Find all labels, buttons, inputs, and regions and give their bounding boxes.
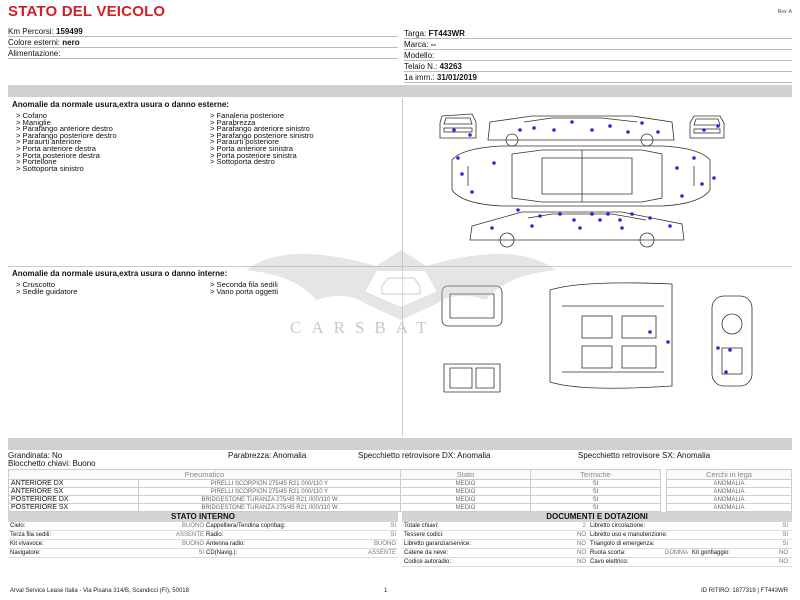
tyre-model: PIRELLI SCORPION 275/45 R21 000/110 Y bbox=[139, 480, 401, 488]
documenti-label: Libretto circolazione: bbox=[590, 523, 646, 529]
targa-value: FT443WR bbox=[428, 29, 465, 38]
documenti-label: Libretto uso e manutenzione: bbox=[590, 532, 668, 538]
specchietto-dx-text: Specchietto retrovisore DX: Anomalia bbox=[358, 451, 491, 460]
exterior-item: > Cofano bbox=[16, 111, 48, 120]
tyre-termiche: SI bbox=[531, 488, 661, 496]
table-row bbox=[8, 549, 398, 558]
stato-interno-value: BUONO bbox=[181, 541, 204, 547]
immatricolazione-row bbox=[404, 72, 792, 83]
stato-interno-value: BUONO bbox=[373, 541, 396, 547]
revision-label: Rev. A bbox=[777, 9, 792, 15]
documenti-label: Ruota scorta: bbox=[590, 550, 626, 556]
alimentazione-label: Alimentazione: bbox=[8, 49, 61, 58]
documenti-value: NO bbox=[577, 532, 586, 538]
immatricolazione-label: 1a imm.: bbox=[404, 73, 435, 82]
tyre-position: ANTERIORE DX bbox=[9, 480, 139, 488]
targa-label: Targa: bbox=[404, 29, 427, 38]
exterior-item: > Maniglie bbox=[16, 117, 51, 127]
exterior-item: > Porta anteriore sinistra bbox=[210, 143, 293, 153]
documenti-value: NO bbox=[577, 541, 586, 547]
exterior-item: > Portellone bbox=[16, 157, 57, 167]
exterior-item: > Paraurti anteriore bbox=[16, 137, 82, 147]
stato-interno-value: ASSENTE bbox=[175, 532, 204, 538]
stato-interno-value: SI bbox=[198, 550, 204, 556]
interior-list-1 bbox=[16, 282, 77, 295]
documenti-value: SI bbox=[782, 532, 788, 538]
table-row bbox=[9, 488, 792, 496]
documenti-label: Kit gonfiaggio: bbox=[692, 550, 731, 556]
documenti-value: SI bbox=[782, 523, 788, 529]
stato-header: Stato bbox=[401, 470, 531, 480]
tyres-table bbox=[8, 469, 792, 512]
page-number: 1 bbox=[384, 588, 388, 594]
tyre-position: ANTERIORE SX bbox=[9, 488, 139, 496]
km-value: 159499 bbox=[56, 27, 83, 36]
stato-interno-label: Navigatore: bbox=[10, 550, 41, 556]
documenti-label: Codice autoradio: bbox=[404, 559, 452, 565]
exterior-list-2 bbox=[210, 113, 314, 166]
stato-interno-value: BUONO bbox=[181, 523, 204, 529]
documenti-value: NO bbox=[779, 559, 788, 565]
exterior-item: > Parafango anteriore sinistro bbox=[210, 124, 310, 134]
table-row bbox=[402, 558, 792, 567]
tyre-stato: MEDIO bbox=[401, 504, 531, 512]
parabrezza-text: Parabrezza: Anomalia bbox=[228, 451, 307, 460]
pneumatico-header: Pneumatico bbox=[9, 470, 401, 480]
documenti-value: NO bbox=[779, 550, 788, 556]
exterior-item: > Parafango anteriore destro bbox=[16, 124, 113, 134]
section-band-top bbox=[8, 85, 792, 97]
km-label: Km Percorsi: bbox=[8, 27, 54, 36]
termiche-header: Termiche bbox=[531, 470, 661, 480]
documenti-label: Libretto garanzia/service: bbox=[404, 541, 472, 547]
colore-row bbox=[8, 37, 398, 48]
exterior-item: > Paraurti posteriore bbox=[210, 137, 280, 147]
stato-interno-label: Cappelliera/Tendina copribag: bbox=[206, 523, 286, 529]
stato-interno-label: Terza fila sedili: bbox=[10, 532, 52, 538]
tyre-stato: MEDIO bbox=[401, 488, 531, 496]
table-row bbox=[402, 540, 792, 549]
modello-label: Modello: bbox=[404, 51, 435, 60]
table-row bbox=[8, 522, 398, 531]
documenti-value: GOMMA bbox=[664, 550, 688, 556]
tyre-model: BRIDGESTONE TURANZA 275/45 R21 000/110 W bbox=[139, 504, 401, 512]
footer-id: ID RITIRO: 1877319 | FT443WR bbox=[701, 588, 788, 594]
tyre-model: PIRELLI SCORPION 275/45 R21 000/110 Y bbox=[139, 488, 401, 496]
tyres-header-row bbox=[9, 470, 792, 480]
targa-row bbox=[404, 28, 792, 39]
table-row bbox=[8, 531, 398, 540]
stato-interno-label: Antenna radio: bbox=[206, 541, 246, 547]
marca-value: -- bbox=[430, 40, 437, 49]
tyre-position: POSTERIORE DX bbox=[9, 496, 139, 504]
grandinata-text: Grandinata: No bbox=[8, 451, 63, 460]
documenti-value: NO bbox=[577, 550, 586, 556]
documenti-value: SI bbox=[782, 541, 788, 547]
tyre-termiche: SI bbox=[531, 480, 661, 488]
tyre-cerchi: ANOMALIA bbox=[667, 496, 792, 504]
table-row bbox=[8, 540, 398, 549]
stato-interno-label: Radio: bbox=[206, 532, 224, 538]
interior-item: > Vano porta oggetti bbox=[210, 286, 279, 296]
exterior-list-1 bbox=[16, 113, 117, 172]
table-row bbox=[9, 496, 792, 504]
stato-interno-title: STATO INTERNO bbox=[8, 512, 398, 522]
exterior-item: > Porta anteriore destra bbox=[16, 143, 96, 153]
tyre-termiche: SI bbox=[531, 496, 661, 504]
cerchi-header: Cerchi in lega bbox=[667, 470, 792, 480]
page-title: STATO DEL VEICOLO bbox=[8, 3, 166, 20]
stato-interno-label: Kit vivavoce: bbox=[10, 541, 44, 547]
telaio-label: Telaio N.: bbox=[404, 62, 438, 71]
exterior-item: > Parabrezza bbox=[210, 117, 256, 127]
section-band-mid bbox=[8, 438, 792, 450]
documenti-value: NO bbox=[577, 559, 586, 565]
exterior-title: Anomalie da normale usura,extra usura o danno esterne: bbox=[12, 100, 229, 109]
table-row bbox=[9, 504, 792, 512]
colore-label: Colore esterni: bbox=[8, 38, 61, 47]
exterior-item: > Porta posteriore destra bbox=[16, 150, 100, 160]
telaio-value: 43263 bbox=[439, 62, 462, 71]
tyre-position: POSTERIORE SX bbox=[9, 504, 139, 512]
exterior-item: > Sottoporta destro bbox=[210, 157, 275, 167]
documenti-title: DOCUMENTI E DOTAZIONI bbox=[402, 512, 792, 522]
stato-interno-label: Cielo: bbox=[10, 523, 26, 529]
table-row bbox=[402, 549, 792, 558]
documenti-label: Catene da neve: bbox=[404, 550, 449, 556]
exterior-item: > Parafango posteriore destro bbox=[16, 130, 117, 140]
interior-title: Anomalie da normale usura,extra usura o danno interne: bbox=[12, 269, 228, 278]
exterior-item: > Sottoporta sinistro bbox=[16, 163, 84, 173]
interior-item: > Seconda fila sedili bbox=[210, 280, 278, 289]
tyre-model: BRIDGESTONE TURANZA 275/45 R21 000/110 W bbox=[139, 496, 401, 504]
stato-interno-value: SI bbox=[390, 532, 396, 538]
interior-item: > Sedile guidatore bbox=[16, 286, 78, 296]
exterior-item: > Porta posteriore sinistra bbox=[210, 150, 297, 160]
table-row bbox=[9, 480, 792, 488]
marca-row bbox=[404, 39, 792, 50]
specchietto-sx-text: Specchietto retrovisore SX: Anomalia bbox=[578, 451, 711, 460]
table-row bbox=[402, 522, 792, 531]
stato-interno-value: ASSENTE bbox=[367, 550, 396, 556]
tyre-cerchi: ANOMALIA bbox=[667, 480, 792, 488]
documenti-value: 2 bbox=[582, 523, 586, 529]
telaio-row bbox=[404, 61, 792, 72]
immatricolazione-value: 31/01/2019 bbox=[436, 73, 477, 82]
table-row bbox=[402, 531, 792, 540]
tyre-stato: MEDIO bbox=[401, 496, 531, 504]
footer-address: Arval Service Lease Italia - Via Pisana 314/B, Scandicci (FI), 50018 bbox=[10, 588, 189, 594]
modello-row bbox=[404, 50, 792, 61]
documenti-label: Triangolo di emergenza: bbox=[590, 541, 655, 547]
tyre-termiche: SI bbox=[531, 504, 661, 512]
blocchetto-text: Blocchetto chiavi: Buono bbox=[8, 459, 96, 468]
documenti-label: Cavo elettrico: bbox=[590, 559, 629, 565]
alimentazione-row bbox=[8, 48, 398, 59]
km-row bbox=[8, 26, 398, 37]
interior-item: > Cruscotto bbox=[16, 280, 56, 289]
stato-interno-value: SI bbox=[390, 523, 396, 529]
documenti-label: Tessere codici: bbox=[404, 532, 444, 538]
exterior-item: > Parafango posteriore sinistro bbox=[210, 130, 314, 140]
documenti-label: Totale chiavi: bbox=[404, 523, 439, 529]
tyre-stato: MEDIO bbox=[401, 480, 531, 488]
exterior-item: > Fanaleria posteriore bbox=[210, 111, 285, 120]
marca-label: Marca: bbox=[404, 40, 429, 49]
colore-value: nero bbox=[62, 38, 80, 47]
tyre-cerchi: ANOMALIA bbox=[667, 504, 792, 512]
watermark-text: CARSBAT bbox=[290, 318, 437, 337]
stato-interno-label: CD(Navig.): bbox=[206, 550, 238, 556]
tyre-cerchi: ANOMALIA bbox=[667, 488, 792, 496]
